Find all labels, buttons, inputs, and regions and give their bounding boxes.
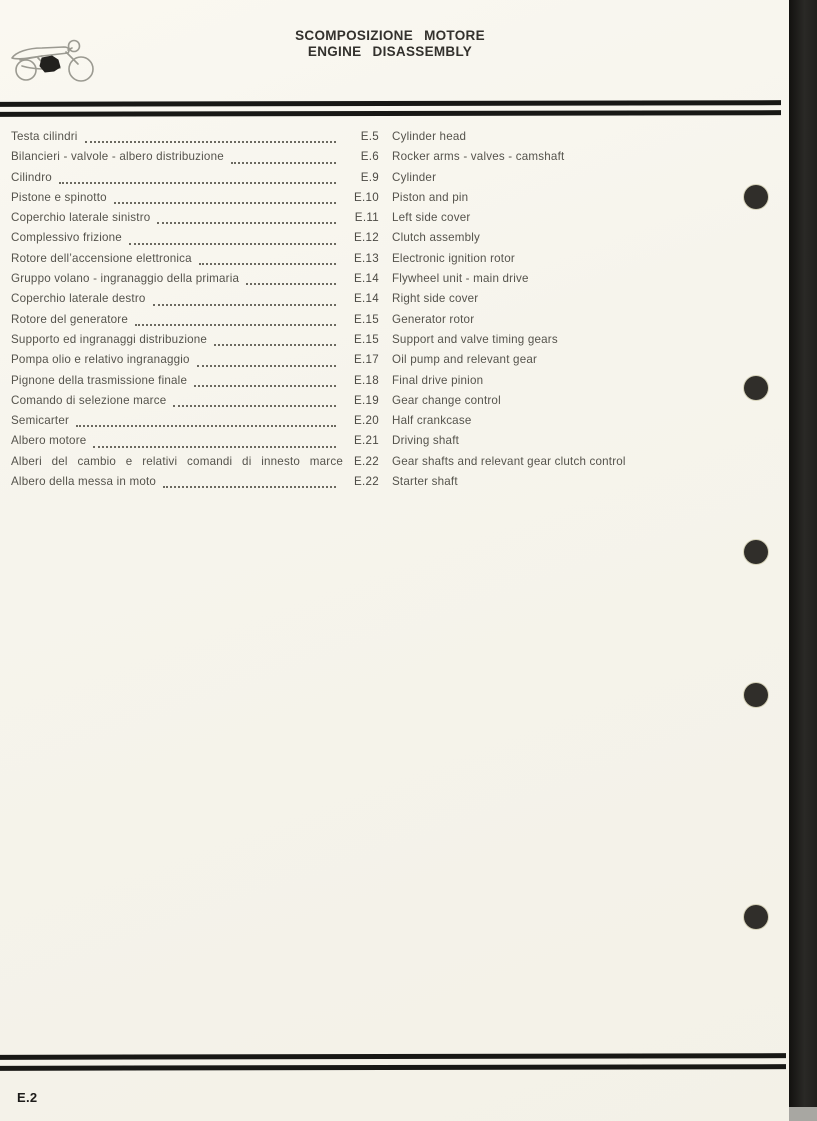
top-rule-lower xyxy=(0,110,781,117)
toc-entry-italian: Comando di selezione marce xyxy=(11,393,167,407)
toc-entry-italian: Cilindro xyxy=(11,170,52,184)
toc-entry-english: Support and valve timing gears xyxy=(392,332,558,346)
toc-entry-english: Electronic ignition rotor xyxy=(392,251,515,265)
toc-italian-column xyxy=(11,127,343,147)
binder-hole xyxy=(744,683,768,707)
toc-italian-column xyxy=(11,208,343,228)
toc-entry-italian: Complessivo frizione xyxy=(11,231,122,245)
toc-entry-page-number: E.15 xyxy=(353,312,379,326)
toc-entry-page-number: E.19 xyxy=(353,393,379,407)
toc-row xyxy=(11,391,777,411)
toc-entry-english: Oil pump and relevant gear xyxy=(392,353,538,367)
dotted-leader xyxy=(214,344,336,346)
toc-row xyxy=(11,188,777,208)
dotted-leader xyxy=(93,446,336,448)
dotted-leader xyxy=(246,283,336,285)
toc-entry-italian: Coperchio laterale sinistro xyxy=(11,211,151,225)
toc-row xyxy=(11,127,777,147)
dotted-leader xyxy=(199,263,336,265)
toc-italian-column xyxy=(11,452,343,472)
dotted-leader xyxy=(76,425,336,427)
toc-entry-english: Clutch assembly xyxy=(392,231,481,245)
toc-entry-page-number: E.9 xyxy=(360,170,379,184)
toc-row xyxy=(11,350,777,370)
toc-entry-italian: Pompa olio e relativo ingranaggio xyxy=(11,353,190,367)
toc-italian-column xyxy=(11,310,343,330)
toc-entry-italian: Albero motore xyxy=(11,434,87,448)
toc-row xyxy=(11,330,777,350)
binder-hole xyxy=(744,376,768,400)
toc-entry-english: Gear shafts and relevant gear clutch control xyxy=(392,454,626,468)
toc-entry-page-number: E.14 xyxy=(353,292,379,306)
toc-entry-page-number: E.5 xyxy=(360,130,379,143)
toc-entry-page-number: E.21 xyxy=(353,434,379,448)
toc-italian-column xyxy=(11,147,343,167)
binder-hole xyxy=(744,540,768,564)
toc-row xyxy=(11,228,777,248)
toc-italian-column xyxy=(11,188,343,208)
toc-italian-column xyxy=(11,371,343,391)
page-title xyxy=(0,28,780,60)
dotted-leader xyxy=(197,365,336,367)
toc-entry-english: Cylinder head xyxy=(392,130,467,143)
toc-entry-italian: Testa cilindri xyxy=(11,130,78,143)
toc-entry-italian: Supporto ed ingranaggi distribuzione xyxy=(11,332,208,346)
toc-entry-italian: Pistone e spinotto xyxy=(11,190,107,204)
toc-row xyxy=(11,208,777,228)
dotted-leader xyxy=(85,141,336,143)
toc-italian-column xyxy=(11,431,343,451)
toc-italian-column xyxy=(11,391,343,411)
toc-entry-english: Generator rotor xyxy=(392,312,475,326)
toc-entry-page-number: E.18 xyxy=(353,373,379,387)
toc-entry-page-number: E.6 xyxy=(360,150,379,164)
toc-entry-english: Flywheel unit - main drive xyxy=(392,272,529,286)
binder-hole xyxy=(744,185,768,209)
bottom-rule-lower xyxy=(0,1064,786,1070)
toc-entry-page-number: E.10 xyxy=(353,190,379,204)
dotted-leader xyxy=(231,162,336,164)
toc-entry-english: Driving shaft xyxy=(392,434,460,448)
toc-italian-column xyxy=(11,472,343,492)
toc-entry-page-number: E.22 xyxy=(353,454,379,468)
dotted-leader xyxy=(153,304,336,306)
page-title-italian: SCOMPOSIZIONE MOTORE xyxy=(295,28,485,43)
toc-entry-english: Final drive pinion xyxy=(392,373,484,387)
toc-entry-italian: Gruppo volano - ingranaggio della primaria xyxy=(11,272,240,286)
toc-row xyxy=(11,269,777,289)
toc-entry-italian: Bilancieri - valvole - albero distribuzione xyxy=(11,150,224,164)
toc-row xyxy=(11,310,777,330)
toc-entry-page-number: E.17 xyxy=(353,353,379,367)
dotted-leader xyxy=(59,182,336,184)
dotted-leader xyxy=(163,486,336,488)
dotted-leader xyxy=(173,405,336,407)
toc-italian-column xyxy=(11,228,343,248)
toc-entry-page-number: E.15 xyxy=(353,332,379,346)
dotted-leader xyxy=(135,324,336,326)
toc-entry-english: Cylinder xyxy=(392,170,437,184)
toc-row xyxy=(11,147,777,167)
page-title-english: ENGINE DISASSEMBLY xyxy=(307,44,473,59)
toc-entry-english: Left side cover xyxy=(392,211,471,225)
toc-entry-english: Starter shaft xyxy=(392,475,458,489)
toc-italian-column xyxy=(11,168,343,188)
toc-entry-italian: Rotore del generatore xyxy=(11,312,128,326)
top-rule-upper xyxy=(0,100,781,107)
dotted-leader xyxy=(129,243,336,245)
toc-entry-english: Half crankcase xyxy=(392,414,472,428)
toc-italian-column xyxy=(11,330,343,350)
toc-entry-english: Rocker arms - valves - camshaft xyxy=(392,150,565,164)
toc-row xyxy=(11,411,777,431)
toc-entry-page-number: E.12 xyxy=(353,231,379,245)
toc-entry-italian: Rotore dell’accensione elettronica xyxy=(11,251,192,265)
toc-row xyxy=(11,431,777,451)
toc-italian-column xyxy=(11,350,343,370)
toc-entry-english: Right side cover xyxy=(392,292,479,306)
toc-entry-italian: Pignone della trasmissione finale xyxy=(11,373,188,387)
dotted-leader xyxy=(157,222,336,224)
toc-entry-page-number: E.20 xyxy=(353,414,379,428)
toc-italian-column xyxy=(11,269,343,289)
binder-hole xyxy=(744,905,768,929)
toc-italian-column xyxy=(11,411,343,431)
toc-row xyxy=(11,168,777,188)
toc-entry-italian: Semicarter xyxy=(11,414,70,428)
toc-entry-english: Gear change control xyxy=(392,393,501,407)
toc-row xyxy=(11,371,777,391)
toc-entry-page-number: E.14 xyxy=(353,272,379,286)
dotted-leader xyxy=(194,385,336,387)
toc-row xyxy=(11,289,777,309)
toc-entry-page-number: E.13 xyxy=(353,251,379,265)
toc-italian-column xyxy=(11,249,343,269)
dotted-leader xyxy=(114,202,336,204)
toc-row xyxy=(11,452,777,472)
toc-entry-italian: Albero della messa in moto xyxy=(11,475,157,489)
toc-row xyxy=(11,472,777,492)
page-number-label: E.2 xyxy=(17,1090,38,1105)
toc-entry-page-number: E.11 xyxy=(354,211,379,225)
bottom-rule-upper xyxy=(0,1053,786,1059)
toc-entry-italian: Coperchio laterale destro xyxy=(11,292,146,306)
binding-edge-bar xyxy=(789,0,817,1107)
toc-row xyxy=(11,249,777,269)
table-of-contents xyxy=(11,127,777,492)
toc-italian-column xyxy=(11,289,343,309)
toc-entry-english: Piston and pin xyxy=(392,190,469,204)
toc-entry-page-number: E.22 xyxy=(353,475,379,489)
toc-entry-italian: Alberi del cambio e relativi comandi di innesto marce xyxy=(11,454,343,468)
binding-edge-bar-foot xyxy=(789,1107,817,1121)
